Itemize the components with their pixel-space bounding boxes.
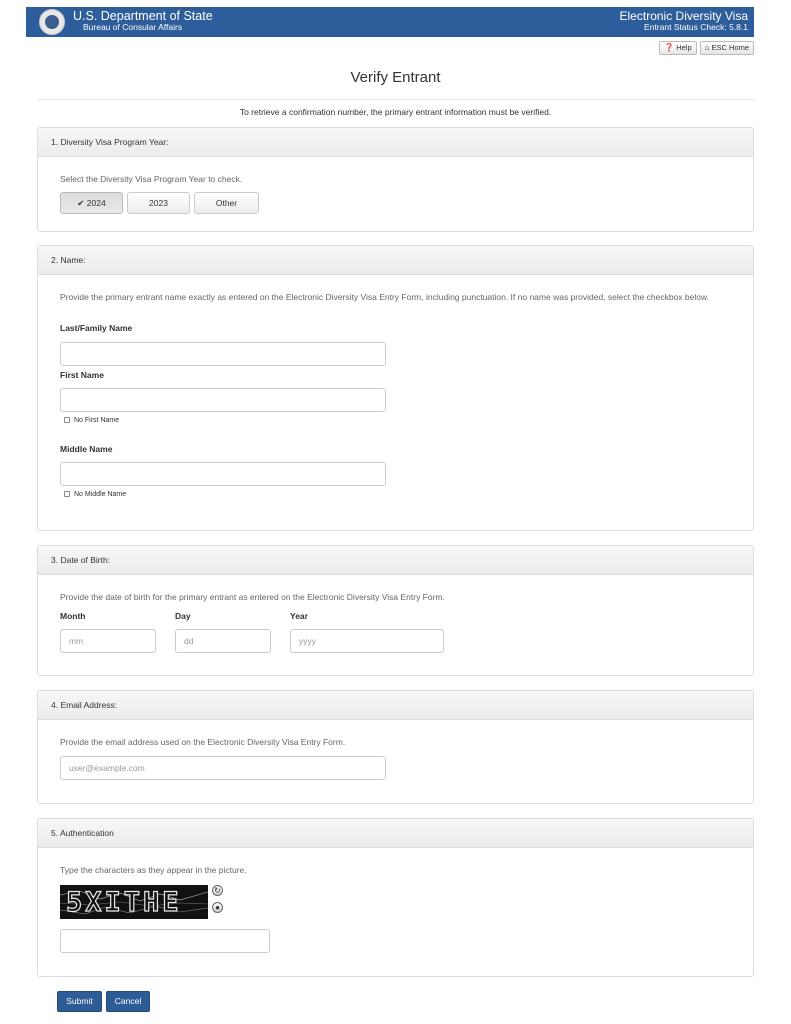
year-other-button[interactable]: Other xyxy=(194,192,259,214)
bureau-subtitle: Bureau of Consular Affairs xyxy=(83,22,183,32)
email-help: Provide the email address used on the Electronic Diversity Visa Entry Form. xyxy=(60,737,346,747)
app-version: Entrant Status Check: 5.8.1 xyxy=(644,22,748,32)
birth-day-input[interactable] xyxy=(175,629,271,653)
program-year-heading: 1. Diversity Visa Program Year: xyxy=(38,128,753,157)
title-divider xyxy=(37,99,754,100)
submit-button[interactable]: Submit xyxy=(57,991,102,1012)
middle-name-label: Middle Name xyxy=(60,444,113,454)
day-label: Day xyxy=(175,611,191,621)
year-2024-button[interactable] xyxy=(60,192,123,214)
authentication-help: Type the characters as they appear in the picture. xyxy=(60,865,247,875)
authentication-panel xyxy=(37,818,754,977)
name-help: Provide the primary entrant name exactly as entered on the Electronic Diversity Visa Entry Form, including punctuation. If no name was provided, select the checkbox below. xyxy=(60,292,710,302)
app-title: Electronic Diversity Visa xyxy=(619,9,748,23)
intro-text: To retrieve a confirmation number, the primary entrant information must be verified. xyxy=(239,107,552,117)
first-name-label: First Name xyxy=(60,370,104,380)
program-year-help: Select the Diversity Visa Program Year to check. xyxy=(60,174,243,184)
no-middle-name-label: No Middle Name xyxy=(74,491,127,498)
help-button[interactable] xyxy=(659,41,696,55)
esc-home-button[interactable] xyxy=(700,41,754,55)
department-title: U.S. Department of State xyxy=(73,9,213,23)
year-2024-label: 2024 xyxy=(86,198,106,208)
first-name-input[interactable] xyxy=(60,388,386,412)
name-panel xyxy=(37,245,754,531)
last-name-label: Last/Family Name xyxy=(60,323,133,333)
captcha-image xyxy=(60,885,208,919)
month-label: Month xyxy=(60,611,86,621)
year-label: Year xyxy=(290,611,308,621)
check-icon: ✔ xyxy=(77,198,85,208)
email-heading: 4. Email Address: xyxy=(38,691,753,720)
program-year-panel xyxy=(37,127,754,232)
birth-month-input[interactable] xyxy=(60,629,156,653)
name-heading: 2. Name: xyxy=(38,246,753,275)
date-of-birth-heading: 3. Date of Birth: xyxy=(38,546,753,575)
no-middle-name-checkbox[interactable] xyxy=(64,491,70,497)
date-of-birth-help: Provide the date of birth for the primary entrant as entered on the Electronic Diversity Visa Entry Form. xyxy=(60,592,445,602)
esc-home-button-label: ESC Home xyxy=(711,43,749,52)
help-button-label: Help xyxy=(676,43,692,52)
site-header xyxy=(26,7,754,37)
email-input[interactable] xyxy=(60,756,386,780)
page-title: Verify Entrant xyxy=(350,69,441,86)
department-seal-icon xyxy=(39,9,65,35)
captcha-refresh-icon[interactable]: ↻ xyxy=(212,885,223,896)
captcha-audio-icon[interactable]: ● xyxy=(212,902,223,913)
no-first-name-label: No First Name xyxy=(74,417,120,424)
captcha-text: 5XITHE xyxy=(66,887,182,918)
email-panel xyxy=(37,690,754,804)
birth-year-input[interactable] xyxy=(290,629,444,653)
year-2023-button[interactable]: 2023 xyxy=(127,192,190,214)
middle-name-input[interactable] xyxy=(60,462,386,486)
authentication-heading: 5. Authentication xyxy=(38,819,753,848)
captcha-answer-input[interactable] xyxy=(60,929,270,953)
cancel-button[interactable]: Cancel xyxy=(106,991,150,1012)
date-of-birth-panel xyxy=(37,545,754,676)
no-first-name-checkbox[interactable] xyxy=(64,417,70,423)
question-circle-icon: ❓ xyxy=(664,43,675,52)
utility-toolbar xyxy=(659,41,754,55)
last-name-input[interactable] xyxy=(60,342,386,366)
home-icon: ⌂ xyxy=(704,43,710,52)
